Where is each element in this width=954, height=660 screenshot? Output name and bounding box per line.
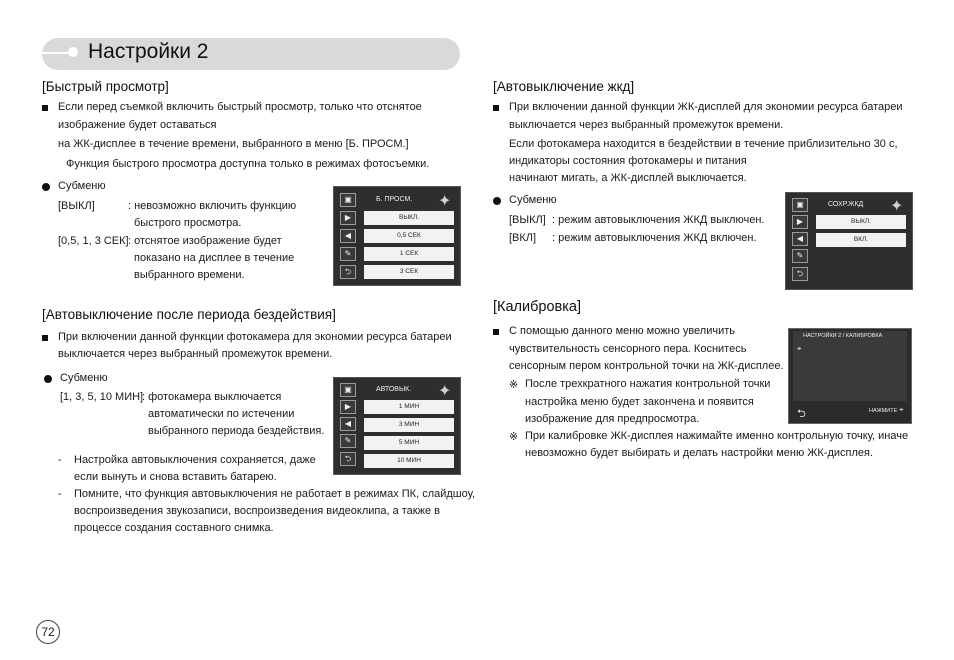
- quick-view-text: изображение будет оставаться: [58, 119, 217, 131]
- submenu-value: быстрого просмотра.: [134, 217, 242, 229]
- submenu-value: выбранного периода бездействия.: [148, 425, 325, 437]
- page-number: 72: [36, 620, 60, 644]
- header-decoration-line: [42, 52, 70, 54]
- section-title-quick-view: [Быстрый просмотр]: [42, 79, 169, 94]
- screen-option: ВКЛ.: [816, 233, 906, 247]
- camera-screen-calibration: [788, 328, 912, 424]
- lcd-off-text: индикаторы состояния фотокамеры и питания: [509, 155, 747, 167]
- note-text: воспроизведения звукозаписи, воспроизведения видеоклипа, а также в: [74, 505, 440, 517]
- screen-option: 3 МИН: [364, 418, 454, 432]
- back-icon: ⮌: [340, 452, 356, 466]
- camera-icon: ▣: [792, 198, 808, 212]
- reference-mark-icon: ※: [509, 379, 519, 391]
- target-point-icon: ⌖: [797, 344, 802, 353]
- calibration-note: настройка меню будет закончена и появится: [525, 396, 754, 408]
- note-text: Настройка автовыключения сохраняется, даже: [74, 454, 316, 466]
- quick-view-text: на ЖК-дисплее в течение времени, выбранного в меню [Б. ПРОСМ.]: [58, 138, 409, 150]
- calibration-text: чувствительность сенсорного пера. Коснитесь: [509, 343, 747, 355]
- screen-option: 10 МИН: [364, 454, 454, 468]
- lcd-off-text: Если фотокамера находится в бездействии в течение приблизительно 30 с,: [509, 138, 898, 150]
- submenu-value: : отснятое изображение будет: [128, 235, 282, 247]
- settings-icon: ✎: [340, 247, 356, 261]
- note-dash: -: [58, 454, 62, 466]
- quick-view-text: Если перед съемкой включить быстрый просмотр, только что отснятое: [58, 101, 422, 113]
- screen-option: 5 МИН: [364, 436, 454, 450]
- camera-screen-quick-view: [333, 186, 461, 286]
- note-dash: -: [58, 488, 62, 500]
- screen-option: ВЫКЛ.: [816, 215, 906, 229]
- back-icon: ⮌: [792, 267, 808, 281]
- screen-title: Б. ПРОСМ.: [376, 196, 413, 203]
- press-label: НАЖМИТЕ: [869, 408, 898, 414]
- submenu-value: выбранного времени.: [134, 269, 245, 281]
- screen-title: СОХР.ЖКД: [828, 201, 864, 208]
- screen-option: 3 СЕК: [364, 265, 454, 279]
- lcd-off-text: выключается через выбранный промежуток времени.: [509, 119, 784, 131]
- bullet-square-icon: [42, 335, 48, 341]
- quick-view-text: Функция быстрого просмотра доступна только в режимах фотосъемки.: [66, 158, 430, 170]
- lcd-off-text: начинают мигать, а ЖК-дисплей выключается.: [509, 172, 747, 184]
- header-decoration-dot: [68, 47, 78, 57]
- sound-icon: ◀: [340, 229, 356, 243]
- section-title-lcd-off: [Автовыключение жкд]: [493, 79, 635, 94]
- submenu-value: автоматически по истечении: [148, 408, 295, 420]
- back-icon: ⮌: [340, 265, 356, 279]
- screen-title: НАСТРОЙКИ 2 / КАЛИБРОВКА: [803, 333, 883, 339]
- submenu-value: : режим автовыключения ЖКД выключен.: [552, 214, 765, 226]
- screen-title: АВТОВЫК.: [376, 386, 412, 393]
- submenu-key: [1, 3, 5, 10 МИН]: [60, 391, 144, 403]
- calibration-note: После трехкратного нажатия контрольной точки: [525, 378, 771, 390]
- wrench-icon: ✦: [438, 383, 452, 400]
- settings-icon: ✎: [792, 249, 808, 263]
- back-icon: ⮌: [797, 408, 806, 420]
- section-title-calibration: [Калибровка]: [493, 299, 581, 315]
- calibration-note: При калибровке ЖК-дисплея нажимайте именно контрольную точку, иначе: [525, 430, 909, 442]
- bullet-square-icon: [42, 105, 48, 111]
- submenu-key: [0,5, 1, 3 СЕК]: [58, 235, 129, 247]
- calibration-text: С помощью данного меню можно увеличить: [509, 325, 735, 337]
- sound-icon: ◀: [340, 417, 356, 431]
- target-point-icon: ⌖: [899, 405, 904, 414]
- camera-icon: ▣: [340, 193, 356, 207]
- screen-option: 1 СЕК: [364, 247, 454, 261]
- play-icon: ▶: [792, 215, 808, 229]
- play-icon: ▶: [340, 211, 356, 225]
- submenu-label: Субменю: [58, 180, 106, 192]
- camera-screen-lcd-off: [785, 192, 913, 290]
- lcd-off-text: При включении данной функции ЖК-дисплей для экономии ресурса батареи: [509, 101, 903, 113]
- screen-option: ВЫКЛ.: [364, 211, 454, 225]
- calibration-note: невозможно будет выбирать и делать настройки меню ЖК-дисплея.: [525, 447, 874, 459]
- submenu-label: Субменю: [60, 372, 108, 384]
- calibration-text: сенсорным пером контрольной точки на ЖК-дисплее.: [509, 360, 784, 372]
- play-icon: ▶: [340, 400, 356, 414]
- submenu-key: [ВЫКЛ]: [509, 214, 546, 226]
- section-title-auto-off: [Автовыключение после периода бездействия]: [42, 307, 336, 322]
- screen-option: 1 МИН: [364, 400, 454, 414]
- note-text: Помните, что функция автовыключения не работает в режимах ПК, слайдшоу,: [74, 488, 476, 500]
- submenu-value: показано на дисплее в течение: [134, 252, 295, 264]
- bullet-circle-icon: [42, 183, 50, 191]
- bullet-square-icon: [493, 105, 499, 111]
- submenu-key: [ВКЛ]: [509, 232, 537, 244]
- submenu-value: : фотокамера выключается: [142, 391, 282, 403]
- calibration-area: [793, 331, 907, 401]
- camera-icon: ▣: [340, 383, 356, 397]
- calibration-note: изображение для предпросмотра.: [525, 413, 700, 425]
- note-text: если вынуть и снова вставить батарею.: [74, 471, 277, 483]
- page-title: Настройки 2: [88, 40, 209, 63]
- bullet-circle-icon: [44, 375, 52, 383]
- reference-mark-icon: ※: [509, 431, 519, 443]
- submenu-value: : невозможно включить функцию: [128, 200, 297, 212]
- submenu-label: Субменю: [509, 194, 557, 206]
- submenu-value: : режим автовыключения ЖКД включен.: [552, 232, 757, 244]
- auto-off-text: выключается через выбранный промежуток времени.: [58, 348, 333, 360]
- sound-icon: ◀: [792, 232, 808, 246]
- bullet-square-icon: [493, 329, 499, 335]
- settings-icon: ✎: [340, 434, 356, 448]
- screen-option: 0,5 СЕК: [364, 229, 454, 243]
- auto-off-text: При включении данной функции фотокамера для экономии ресурса батареи: [58, 331, 452, 343]
- wrench-icon: ✦: [890, 198, 904, 215]
- submenu-key: [ВЫКЛ]: [58, 200, 95, 212]
- wrench-icon: ✦: [438, 193, 452, 210]
- note-text: процессе создания составного снимка.: [74, 522, 274, 534]
- bullet-circle-icon: [493, 197, 501, 205]
- camera-screen-auto-off: [333, 377, 461, 475]
